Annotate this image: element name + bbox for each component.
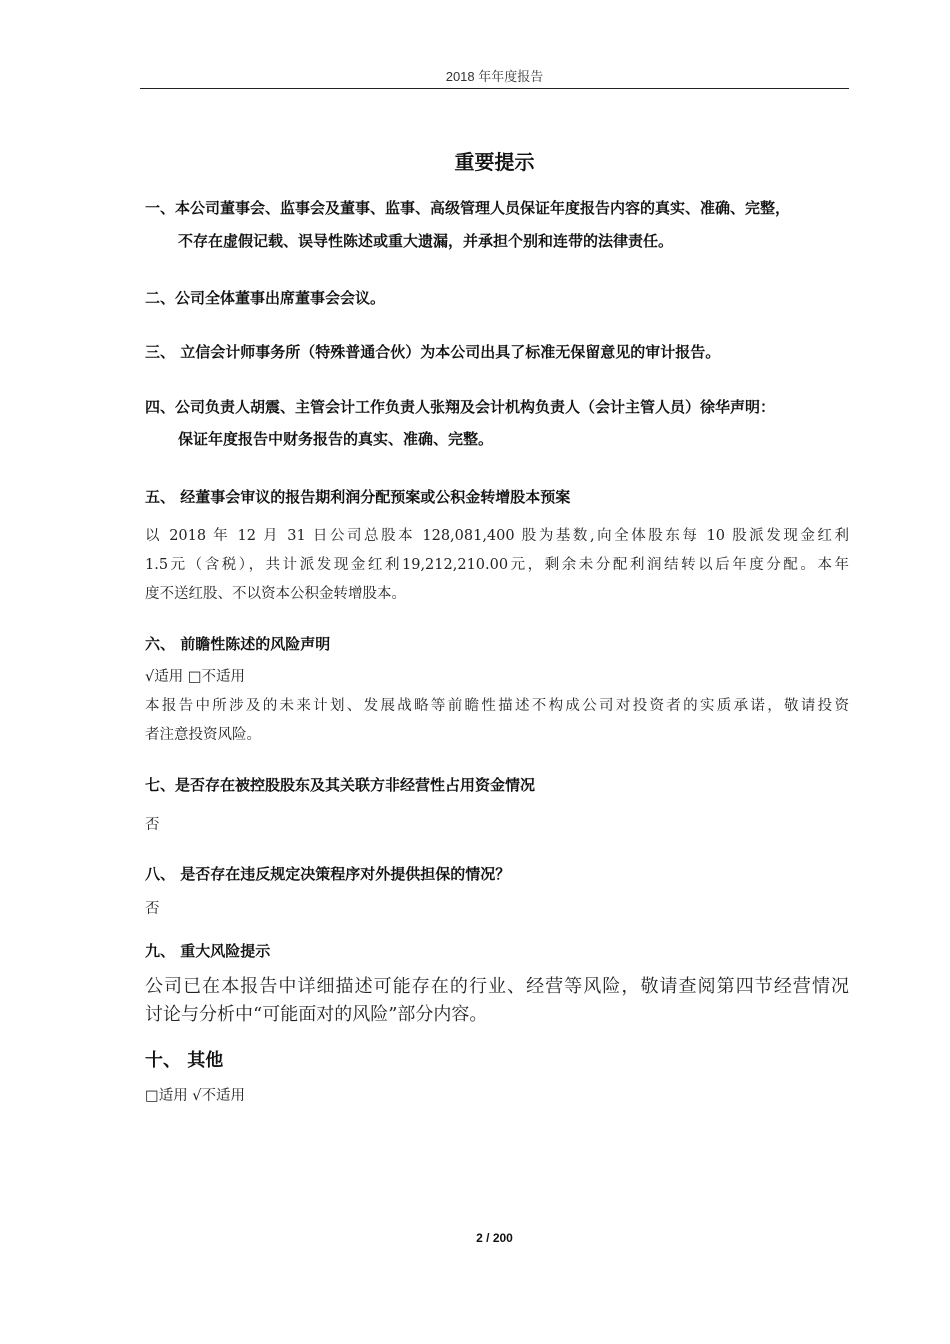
item-5-body-line-2: 1.5元（含税），共计派发现金红利19,212,210.00元，剩余未分配利润结转以后年度分配。本年 (145, 557, 849, 573)
item-6-body-line-2: 者注意投资风险。 (145, 727, 261, 743)
header-divider (140, 88, 849, 89)
item-8-heading: 八、 是否存在违反规定决策程序对外提供担保的情况？ (145, 865, 511, 883)
item-4-line-1: 四、公司负责人胡震、主管会计工作负责人张翔及会计机构负责人（会计主管人员）徐华声明： (145, 398, 776, 416)
item-9-heading: 九、 重大风险提示 (145, 942, 271, 960)
item-3: 三、 立信会计师事务所（特殊普通合伙）为本公司出具了标准无保留意见的审计报告。 (145, 343, 721, 361)
item-5-body-line-3: 度不送红股、不以资本公积金转增股本。 (145, 586, 406, 602)
item-9-body-line-2: 讨论与分析中“可能面对的风险”部分内容。 (145, 1004, 488, 1025)
item-8-answer: 否 (145, 901, 160, 917)
running-header: 2018 年年度报告 (445, 69, 544, 84)
item-6-body-line-1: 本报告中所涉及的未来计划、发展战略等前瞻性描述不构成公司对投资者的实质承诺，敬请投资 (145, 698, 849, 714)
item-5-heading: 五、 经董事会审议的报告期利润分配预案或公积金转增股本预案 (145, 488, 571, 506)
item-4-line-2: 保证年度报告中财务报告的真实、准确、完整。 (178, 430, 494, 448)
item-6-heading: 六、 前瞻性陈述的风险声明 (145, 635, 331, 653)
item-2: 二、公司全体董事出席董事会会议。 (145, 289, 386, 307)
item-1-line-1: 一、本公司董事会、监事会及董事、监事、高级管理人员保证年度报告内容的真实、准确、完整， (145, 199, 791, 217)
item-10-heading: 十、 其他 (145, 1050, 224, 1071)
item-5-body-line-1: 以 2018 年 12 月 31 日公司总股本 128,081,400 股为基数,向全体股东每 10 股派发现金红利 (145, 528, 849, 544)
item-1-line-2: 不存在虚假记载、误导性陈述或重大遗漏，并承担个别和连带的法律责任。 (178, 232, 674, 250)
page-number: 2 / 200 (476, 1231, 513, 1245)
item-7-heading: 七、是否存在被控股股东及其关联方非经营性占用资金情况 (145, 776, 536, 794)
item-9-body-line-1: 公司已在本报告中详细描述可能存在的行业、经营等风险，敬请查阅第四节经营情况 (145, 976, 849, 997)
page-title: 重要提示 (454, 150, 535, 174)
item-10-checkbox-row: □适用 √不适用 (145, 1088, 246, 1104)
item-6-checkbox-row: √适用 □不适用 (145, 669, 246, 685)
item-7-answer: 否 (145, 817, 160, 833)
